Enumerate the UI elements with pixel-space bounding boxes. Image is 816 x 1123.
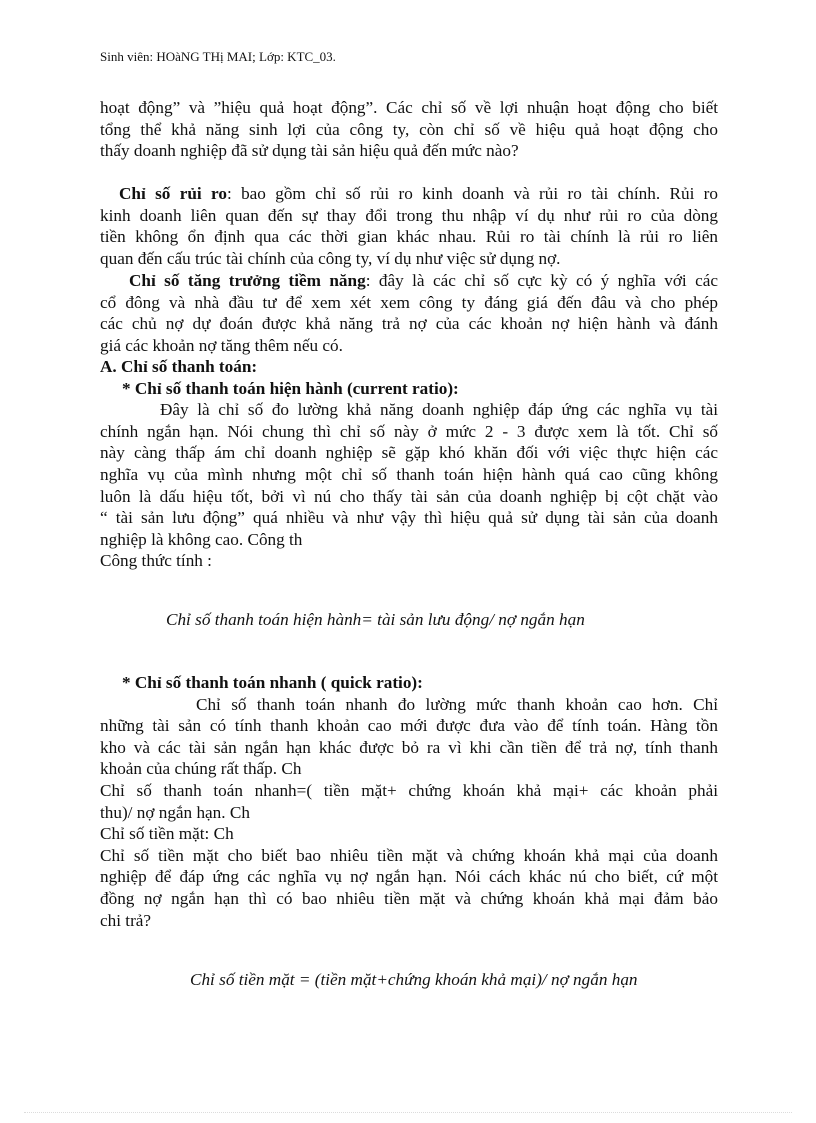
text-line: kinh doanh liên quan đến sự thay đổi trong thu nhập ví dụ như rủi ro của dòng	[100, 205, 718, 225]
text-line	[100, 183, 718, 205]
current-ratio-heading: * Chỉ số thanh toán hiện hành (current ratio):	[122, 378, 459, 398]
growth-paragraph	[100, 270, 718, 356]
text-line: chi trả?	[100, 910, 152, 930]
text-line: thấy doanh nghiệp đã sử dụng tài sản hiệu quả đến mức nào?	[100, 141, 519, 161]
current-ratio-formula: Chỉ số thanh toán hiện hành= tài sản lưu động/ nợ ngắn hạn	[166, 610, 585, 629]
quick-ratio-section	[100, 672, 718, 931]
text-line: hoạt động” và ”hiệu quả hoạt động”. Các chỉ số về lợi nhuận hoạt động cho biết	[100, 98, 718, 117]
text-line: khoản của chúng rất thấp. Ch	[100, 759, 302, 779]
text-line: những tài sản có tính thanh khoản cao mới được đưa vào để tính toán. Hàng tồn	[100, 716, 718, 736]
text-line: Chỉ số thanh toán nhanh đo lường mức thanh khoản cao hơn. Chỉ	[196, 694, 718, 714]
growth-intro-text: : đây là các chỉ số cực kỳ có ý nghĩa với các	[365, 271, 718, 290]
growth-term: Chỉ số tăng trưởng tiềm năng	[129, 271, 366, 290]
text-line: luôn là dấu hiệu tốt, bởi vì nú cho thấy tài sản của doanh nghiệp bị cột chặt vào	[100, 486, 718, 506]
page-bottom-divider	[24, 1112, 792, 1113]
text-line: kho và các tài sản ngắn hạn khác được bỏ ra vì khi cần tiền để trả nợ, tính thanh	[100, 737, 718, 757]
risk-paragraph	[100, 183, 718, 269]
text-line: cổ đông và nhà đầu tư để xem xét xem công ty đáng giá đến đâu và cho phép	[100, 292, 718, 312]
text-line: nghiệp để đáp ứng các nghĩa vụ nợ ngắn hạn. Nói cách khác nú cho biết, cứ một	[100, 867, 718, 887]
text-line: đồng nợ ngắn hạn thì có bao nhiêu tiền mặt và chứng khoán khả mại đảm bảo	[100, 888, 718, 908]
cash-ratio-formula: Chỉ số tiền mặt = (tiền mặt+chứng khoán khả mại)/ nợ ngắn hạn	[190, 970, 638, 989]
risk-intro-text: : bao gồm chỉ số rủi ro kinh doanh và rủi ro tài chính. Rủi ro	[226, 184, 719, 203]
text-line: tổng thể khả năng sinh lợi của công ty, còn chỉ số về hiệu quả hoạt động cho	[100, 119, 718, 139]
text-line: giá các khoản nợ tăng thêm nếu có.	[100, 335, 343, 355]
text-line: quan đến cấu trúc tài chính của công ty, ví dụ như việc sử dụng nợ.	[100, 248, 561, 268]
text-line: chính ngắn hạn. Nói chung thì chỉ số này ở mức 2 - 3 được xem là tốt. Chỉ số	[100, 421, 718, 441]
text-line: tiền không ổn định qua các thời gian khác nhau. Rủi ro tài chính là rủi ro liên	[100, 227, 718, 247]
quick-ratio-formula-line: Chỉ số thanh toán nhanh=( tiền mặt+ chứng khoán khả mại+ các khoản phải	[100, 780, 718, 800]
student-header: Sinh viên: HOàNG THị MAI; Lớp: KTC_03.	[100, 49, 336, 64]
section-a-heading: A. Chỉ số thanh toán:	[100, 357, 258, 376]
intro-paragraph	[100, 97, 718, 162]
quick-ratio-heading: * Chỉ số thanh toán nhanh ( quick ratio):	[122, 673, 423, 692]
text-line: Đây là chỉ số đo lường khả năng doanh nghiệp đáp ứng các nghĩa vụ tài	[160, 400, 718, 420]
text-line: các chủ nợ dự đoán được khả năng trả nợ của các khoản nợ hiện hành và đánh	[100, 314, 718, 334]
text-line: nghiệp là không cao. Công th	[100, 529, 303, 549]
text-line: nghĩa vụ của mình nhưng một chỉ số thanh toán hiện hành quá cao cũng không	[100, 464, 718, 484]
text-line: Chỉ số tiền mặt cho biết bao nhiêu tiền mặt và chứng khoán khả mại của doanh	[100, 845, 718, 865]
text-line: “ tài sản lưu động” quá nhiều và như vậy thì hiệu quả sử dụng tài sản của doanh	[100, 508, 718, 528]
section-a	[100, 356, 718, 572]
text-line	[100, 270, 718, 292]
quick-ratio-formula-line: thu)/ nợ ngắn hạn. Ch	[100, 802, 250, 822]
risk-term: Chỉ số rủi ro	[119, 184, 227, 203]
formula-label: Công thức tính :	[100, 551, 212, 571]
text-line: này càng thấp ám chỉ doanh nghiệp sẽ gặp khó khăn đối với việc thực hiện các	[100, 443, 718, 463]
cash-ratio-label: Chỉ số tiền mặt: Ch	[100, 824, 234, 844]
